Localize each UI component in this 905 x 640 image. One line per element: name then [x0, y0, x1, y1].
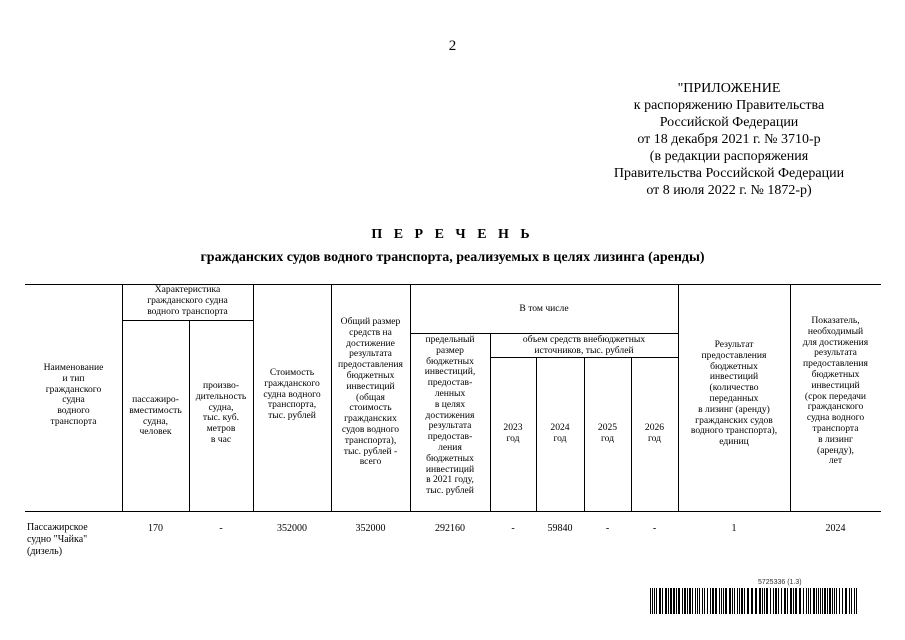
- header-bottom-border: [25, 511, 881, 512]
- row-vessel-name: Пассажирское судно "Чайка" (дизель): [27, 522, 88, 557]
- row-capacity: 170: [148, 523, 163, 534]
- header-budget-limit: предельный размер бюджетных инвестиций, предостав- ленных в целях достижения результата предостав- ления бюджетных инвестиций в 2021 году, тыс. рублей: [424, 334, 476, 497]
- appendix-line: от 8 июля 2022 г. № 1872-р): [646, 183, 812, 198]
- row-2024: 59840: [547, 523, 573, 534]
- header-extrabudget: объем средств внебюджетных источников, тыс. рублей: [522, 334, 646, 356]
- header-year-2023: 2023 год: [503, 422, 523, 444]
- header-result: Результат предоставления бюджетных инвестиций (количество переданных в лизинг (аренду) гражданских судов водного транспорта), единиц: [690, 339, 778, 448]
- header-year-2025: 2025 год: [597, 422, 618, 444]
- barcode-number: 5725336 (1.3): [758, 579, 802, 586]
- row-productivity: -: [219, 523, 223, 534]
- row-result: 1: [731, 523, 737, 534]
- row-indicator: 2024: [825, 523, 846, 534]
- header-year-2026: 2026 год: [644, 422, 665, 444]
- header-cost: Стоимость гражданского судна водного транспорта, тыс. рублей: [263, 367, 321, 422]
- header-capacity: пассажиро- вместимость судна, человек: [129, 394, 182, 438]
- row-total: 352000: [355, 523, 386, 534]
- header-indicator: Показатель, необходимый для достижения результата предоставления бюджетных инвестиций (срок передачи гражданского судна водного транспорта в лизинг (аренду), лет: [802, 315, 869, 467]
- header-year-2024: 2024 год: [550, 422, 570, 444]
- row-cost: 352000: [277, 523, 307, 534]
- document-subtitle: гражданских судов водного транспорта, реализуемых в целях лизинга (аренды): [200, 250, 705, 265]
- page-number: 2: [448, 38, 457, 54]
- header-name: Наименование и тип гражданского судна водного транспорта: [43, 362, 104, 427]
- row-budget-limit: 292160: [435, 523, 465, 534]
- row-2023: -: [511, 523, 515, 534]
- appendix-line: Правительства Российской Федерации: [613, 166, 845, 181]
- appendix-line: "ПРИЛОЖЕНИЕ: [677, 81, 781, 96]
- header-productivity: произво- дительность судна, тыс. куб. метров в час: [195, 380, 247, 445]
- header-total: Общий размер средств на достижение результата предоставления бюджетных инвестиций (общая стоимость гражданских судов водного транспорта), тыс. рублей - всего: [338, 316, 403, 468]
- appendix-line: к распоряжению Правительства: [633, 98, 825, 113]
- characteristics-divider: [122, 320, 253, 321]
- document-title: П Е Р Е Ч Е Н Ь: [371, 227, 534, 242]
- appendix-line: от 18 декабря 2021 г. № 3710-р: [637, 132, 821, 147]
- barcode-image: [650, 588, 857, 614]
- row-2026: -: [652, 523, 657, 534]
- appendix-block: [589, 80, 869, 199]
- appendix-line: (в редакции распоряжения: [649, 149, 809, 164]
- column-divider: [490, 333, 491, 511]
- header-characteristics: Характеристика гражданского судна водного транспорта: [147, 284, 228, 317]
- header-including: В том числе: [519, 303, 569, 314]
- row-2025: -: [605, 523, 610, 534]
- appendix-line: Российской Федерации: [659, 115, 799, 130]
